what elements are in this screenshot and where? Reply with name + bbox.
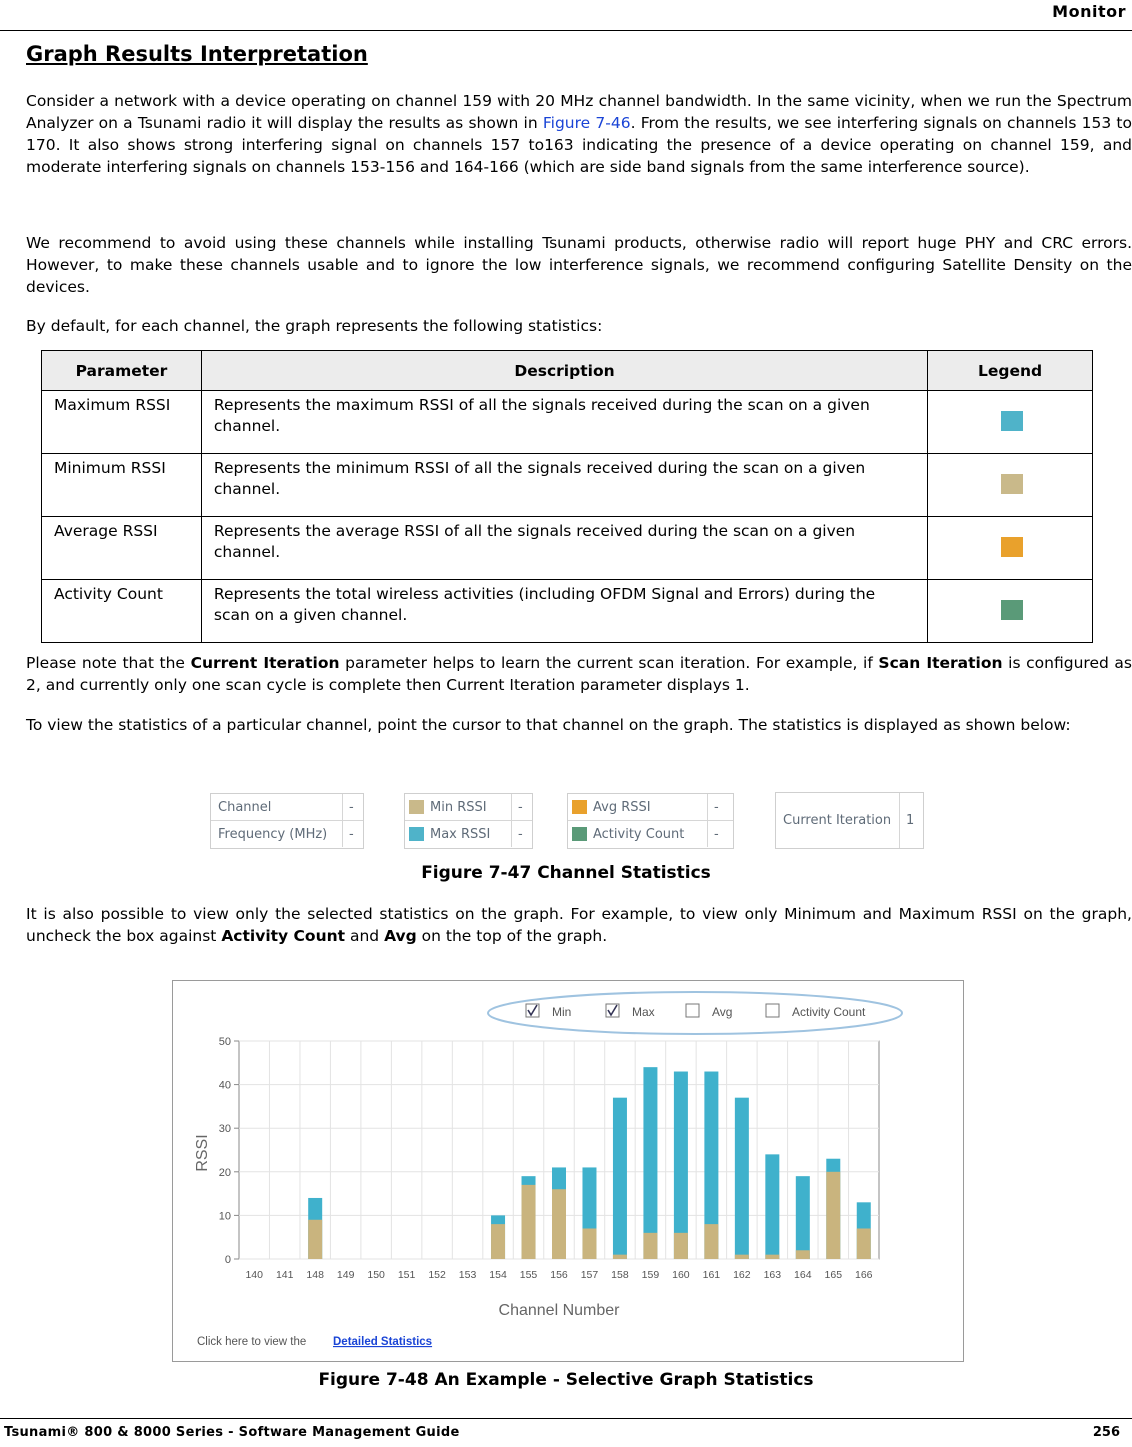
parameter-cell: Average RSSI (42, 517, 202, 580)
x-tick-label: 151 (397, 1269, 416, 1281)
frequency-value: - (349, 826, 354, 842)
avg-rssi-value: - (714, 799, 719, 815)
frequency-label: Frequency (MHz) (211, 821, 343, 847)
legend-swatch-icon (1001, 537, 1023, 557)
avg-rssi-label: Avg RSSI (593, 799, 651, 815)
legend-cell (928, 454, 1093, 517)
checkbox-avg[interactable] (686, 1004, 699, 1017)
rssi-bar-chart (173, 981, 963, 1361)
min-rssi-bar-154 (491, 1224, 505, 1259)
paragraph-6: It is also possible to view only the selected statistics on the graph. For example, to view only Minimum and Maximum RSSI on the graph, uncheck the box against Activity Count and Avg on the top of the graph. (26, 905, 1132, 945)
x-tick-label: 160 (672, 1269, 690, 1281)
detailed-statistics-link[interactable]: Detailed Statistics (333, 1336, 433, 1348)
page-footer (0, 1418, 1132, 1447)
x-tick-label: 166 (854, 1269, 873, 1281)
activity-count-swatch-icon (572, 827, 587, 841)
checkbox-label: Avg (712, 1005, 733, 1019)
col-header-legend: Legend (928, 351, 1093, 391)
x-tick-label: 162 (733, 1269, 751, 1281)
avg-rssi-swatch-icon (572, 800, 587, 814)
detailed-stats-prompt: Click here to view the (197, 1336, 307, 1348)
channel-stats-box (210, 793, 364, 849)
footer-page-number: 256 (1092, 1425, 1120, 1440)
min-rssi-bar-163 (765, 1255, 779, 1259)
x-tick-label: 141 (275, 1269, 294, 1281)
x-tick-label: 150 (367, 1269, 385, 1281)
legend-cell (928, 391, 1093, 454)
col-header-description: Description (201, 351, 927, 391)
max-rssi-bar-163 (765, 1154, 779, 1259)
min-rssi-bar-148 (308, 1220, 322, 1259)
min-rssi-label: Min RSSI (430, 799, 487, 815)
table-row (42, 517, 1093, 580)
legend-cell (928, 580, 1093, 643)
x-tick-label: 140 (245, 1269, 264, 1281)
min-rssi-bar-166 (857, 1228, 871, 1259)
paragraph-5: To view the statistics of a particular channel, point the cursor to that channel on the graph. The statistics is displayed as shown below: (26, 716, 1071, 734)
description-cell: Represents the maximum RSSI of all the signals received during the scan on a given channel. (201, 391, 927, 454)
min-rssi-swatch-icon (409, 800, 424, 814)
channel-label: Channel (211, 794, 343, 820)
max-rssi-value: - (518, 826, 523, 842)
checkbox-label: Max (632, 1005, 655, 1019)
footer-doc-title: Tsunami® 800 & 8000 Series - Software Management Guide (4, 1425, 460, 1440)
parameter-table (41, 350, 1093, 643)
min-rssi-bar-165 (826, 1172, 840, 1259)
checkbox-activity-count[interactable] (766, 1004, 779, 1017)
y-tick-label: 10 (218, 1210, 231, 1223)
current-iteration-label: Current Iteration (776, 793, 900, 848)
description-cell: Represents the total wireless activities (including OFDM Signal and Errors) during the scan on a given channel. (201, 580, 927, 643)
y-tick-label: 0 (224, 1254, 231, 1266)
min-rssi-bar-164 (796, 1250, 810, 1259)
x-tick-label: 156 (550, 1269, 568, 1281)
figure-7-46-link[interactable]: Figure 7-46 (542, 114, 631, 132)
x-tick-label: 159 (641, 1269, 660, 1281)
avg-activity-stats-box (567, 793, 734, 849)
legend-swatch-icon (1001, 411, 1023, 431)
figure-7-48-caption: Figure 7-48 An Example - Selective Graph Statistics (318, 1370, 814, 1390)
max-rssi-bar-158 (613, 1098, 627, 1259)
y-tick-label: 40 (218, 1079, 231, 1092)
checkbox-label: Min (552, 1005, 572, 1019)
parameter-cell: Minimum RSSI (42, 454, 202, 517)
min-rssi-bar-158 (613, 1255, 627, 1259)
channel-value: - (349, 799, 354, 815)
min-rssi-bar-161 (704, 1224, 718, 1259)
activity-count-value: - (714, 826, 719, 842)
max-rssi-bar-164 (796, 1176, 810, 1259)
legend-cell (928, 517, 1093, 580)
figure-7-47-caption: Figure 7-47 Channel Statistics (421, 863, 711, 883)
x-tick-label: 148 (306, 1269, 324, 1281)
x-tick-label: 155 (519, 1269, 538, 1281)
min-rssi-bar-162 (735, 1255, 749, 1259)
section-title: Graph Results Interpretation (26, 42, 368, 66)
y-tick-label: 30 (218, 1123, 231, 1136)
rssi-stats-box (404, 793, 533, 849)
min-rssi-bar-157 (582, 1228, 596, 1259)
paragraph-4: Please note that the Current Iteration parameter helps to learn the current scan iteration. For example, if Scan Iteration is configured as 2, and currently only one scan cycle is complete then Current Iteration parameter displays 1. (26, 654, 1132, 694)
x-tick-label: 165 (824, 1269, 843, 1281)
y-tick-label: 20 (218, 1166, 231, 1179)
header-title: Monitor (1052, 2, 1126, 21)
x-tick-label: 149 (336, 1269, 355, 1281)
x-tick-label: 163 (763, 1269, 782, 1281)
max-rssi-label: Max RSSI (430, 826, 491, 842)
max-rssi-swatch-icon (409, 827, 424, 841)
checkbox-label: Activity Count (792, 1005, 866, 1019)
description-cell: Represents the minimum RSSI of all the signals received during the scan on a given channel. (201, 454, 927, 517)
paragraph-3: By default, for each channel, the graph represents the following statistics: (26, 317, 603, 335)
x-axis-label: Channel Number (498, 1302, 620, 1319)
min-rssi-bar-156 (552, 1189, 566, 1259)
y-tick-label: 50 (218, 1036, 231, 1048)
legend-swatch-icon (1001, 600, 1023, 620)
col-header-parameter: Parameter (42, 351, 202, 391)
parameter-cell: Activity Count (42, 580, 202, 643)
x-tick-label: 164 (794, 1269, 812, 1281)
min-rssi-bar-159 (643, 1233, 657, 1259)
x-tick-label: 153 (458, 1269, 477, 1281)
paragraph-1: Consider a network with a device operating on channel 159 with 20 MHz channel bandwidth. In the same vicinity, when we run the Spectrum Analyzer on a Tsunami radio it will display the results as shown in Figure 7-46. From the results, we see interfering signals on channels 153 to 170. It also shows strong interfering signal on channels 157 to163 indicating the presence of a device operating on channel 159, and moderate interfering signals on channels 153-156 and 164-166 (which are side band signals from the same interference source). (26, 92, 1132, 176)
iteration-stats-box (775, 792, 924, 849)
x-tick-label: 158 (611, 1269, 629, 1281)
table-row (42, 580, 1093, 643)
table-row (42, 391, 1093, 454)
max-rssi-bar-159 (643, 1067, 657, 1259)
min-rssi-value: - (518, 799, 523, 815)
legend-swatch-icon (1001, 474, 1023, 494)
table-row (42, 454, 1093, 517)
y-axis-label: RSSI (194, 1134, 211, 1172)
table-header-row (42, 351, 1093, 391)
selective-graph-figure (172, 980, 964, 1362)
x-tick-label: 161 (702, 1269, 721, 1281)
max-rssi-bar-160 (674, 1072, 688, 1259)
x-tick-label: 154 (489, 1269, 507, 1281)
parameter-cell: Maximum RSSI (42, 391, 202, 454)
activity-count-label: Activity Count (593, 826, 685, 842)
min-rssi-bar-155 (522, 1185, 536, 1259)
paragraph-2: We recommend to avoid using these channels while installing Tsunami products, otherwise radio will report huge PHY and CRC errors. However, to make these channels usable and to ignore the low interference signals, we recommend configuring Satellite Density on the devices. (26, 234, 1132, 296)
page-header (0, 0, 1132, 31)
x-tick-label: 157 (580, 1269, 599, 1281)
current-iteration-value: 1 (906, 813, 915, 828)
min-rssi-bar-160 (674, 1233, 688, 1259)
description-cell: Represents the average RSSI of all the signals received during the scan on a given channel. (201, 517, 927, 580)
x-tick-label: 152 (428, 1269, 446, 1281)
max-rssi-bar-162 (735, 1098, 749, 1259)
